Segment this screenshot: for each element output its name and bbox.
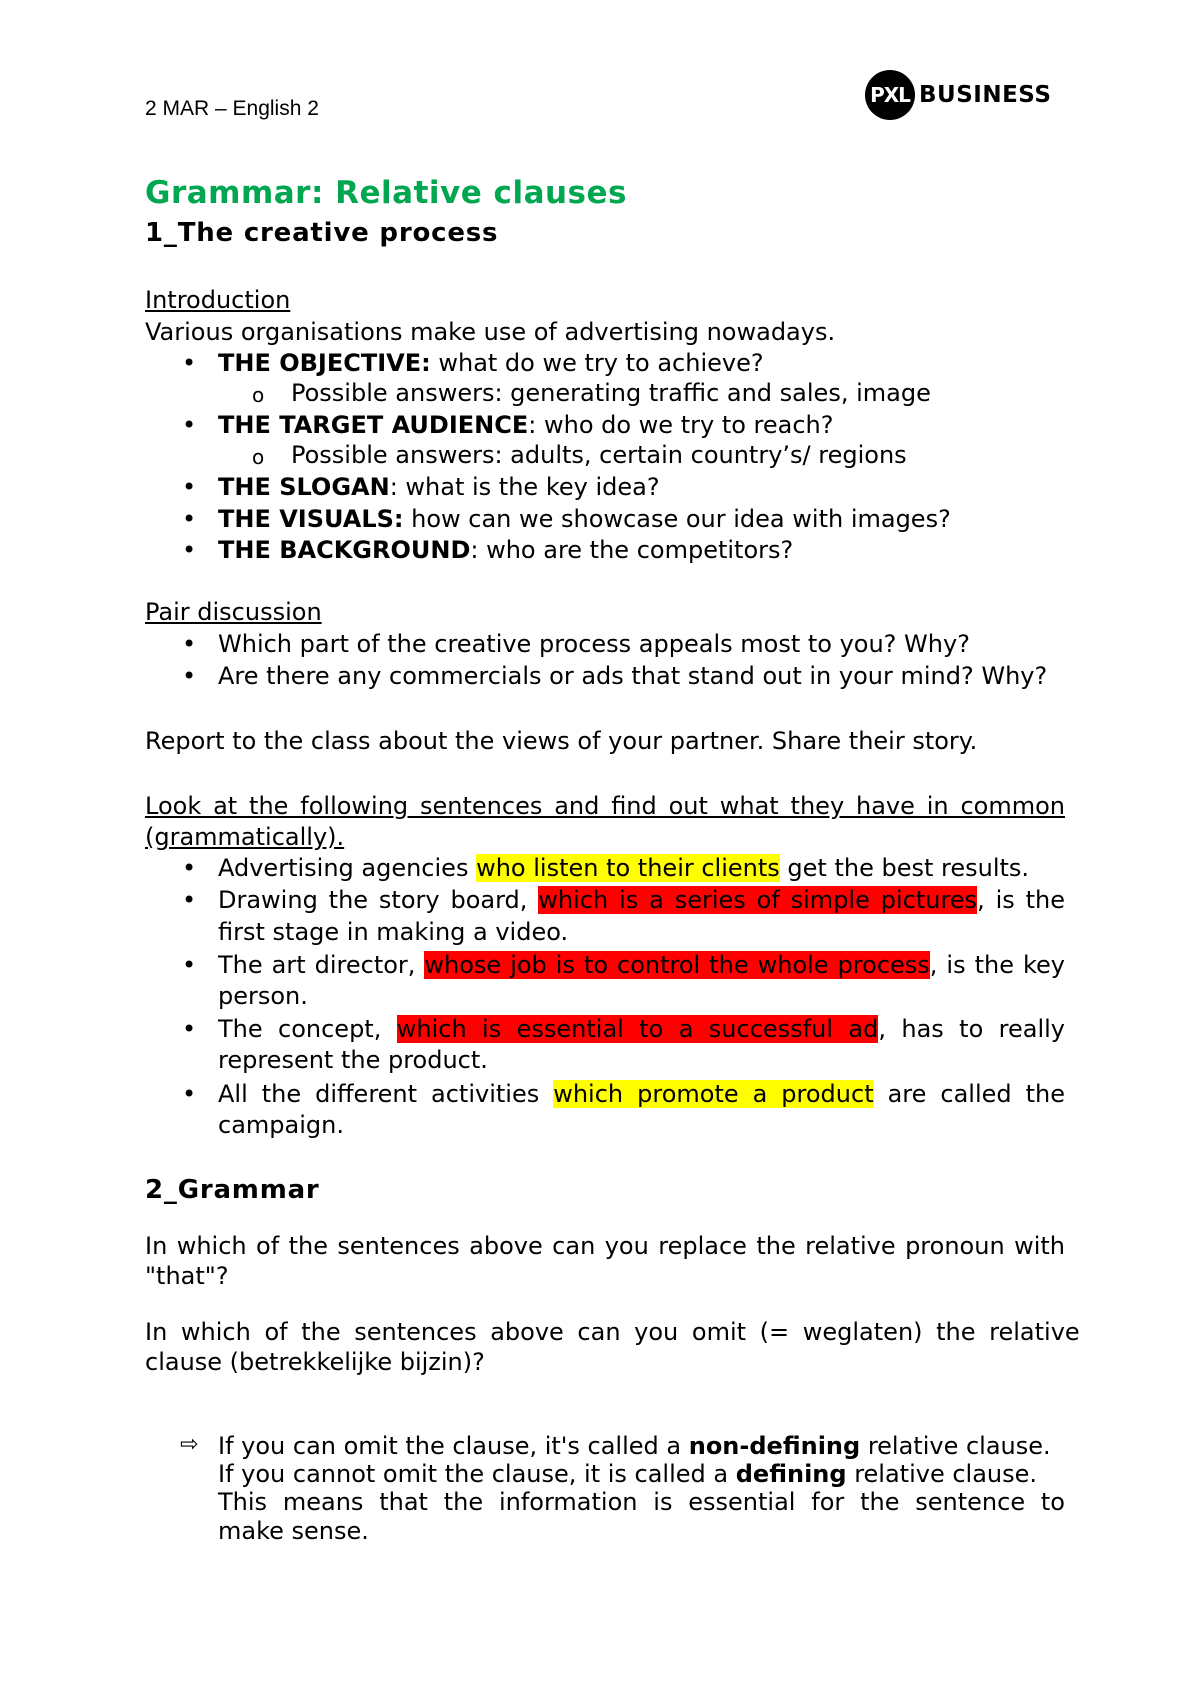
example-sentence: The art director, whose job is to control the whole process, is the key [218,951,1065,979]
bullet-icon: • [182,473,197,501]
hollow-circle-icon: o [252,383,265,407]
hollow-circle-icon: o [252,445,265,469]
right-arrow-icon: ⇨ [180,1432,199,1457]
example-sentence-cont: person. [218,982,308,1010]
example-sentence-cont: first stage in making a video. [218,918,569,946]
look-instruction: Look at the following sentences and find out what they have in common [145,792,1065,820]
list-item: THE VISUALS: how can we showcase our idea with images? [218,505,951,533]
rule-line: If you can omit the clause, it's called a non-defining relative clause. [218,1432,1051,1460]
logo-mark: PXL [865,70,915,120]
highlight-non-defining: whose job is to control the whole process [424,951,930,979]
list-item: Which part of the creative process appeals most to you? Why? [218,630,970,658]
pair-discussion-label: Pair discussion [145,598,322,626]
question-2-cont: clause (betrekkelijke bijzin)? [145,1348,485,1376]
highlight-defining: who listen to their clients [476,854,780,882]
bullet-icon: • [182,854,197,882]
question-1-cont: "that"? [145,1262,229,1290]
bullet-icon: • [182,349,197,377]
bullet-icon: • [182,505,197,533]
rule-line: If you cannot omit the clause, it is called a defining relative clause. [218,1460,1038,1488]
list-item: Are there any commercials or ads that stand out in your mind? Why? [218,662,1048,690]
rule-line: This means that the information is essential for the sentence to [218,1488,1065,1516]
bullet-icon: • [182,630,197,658]
look-instruction-cont: (grammatically). [145,823,345,851]
question-2: In which of the sentences above can you omit (= weglaten) the relative [145,1318,1080,1346]
list-item: THE SLOGAN: what is the key idea? [218,473,660,501]
bullet-icon: • [182,951,197,979]
example-sentence: All the different activities which promote a product are called the [218,1080,1066,1108]
example-sentence: Advertising agencies who listen to their clients get the best results. [218,854,1030,882]
page-title: Grammar: Relative clauses [145,175,627,211]
example-sentence-cont: represent the product. [218,1046,488,1074]
highlight-non-defining: which is essential to a successful ad [396,1015,879,1043]
question-1: In which of the sentences above can you replace the relative pronoun with [145,1232,1065,1260]
section2-heading: 2_Grammar [145,1175,320,1205]
list-item: THE BACKGROUND: who are the competitors? [218,536,794,564]
report-text: Report to the class about the views of your partner. Share their story. [145,727,978,755]
example-sentence-cont: campaign. [218,1111,344,1139]
pxl-business-logo [865,70,1051,120]
section1-heading: 1_The creative process [145,218,499,248]
sub-list-item: Possible answers: generating traffic and sales, image [291,379,931,407]
sub-list-item: Possible answers: adults, certain country’s/ regions [291,441,907,469]
highlight-defining: which promote a product [553,1080,874,1108]
bullet-icon: • [182,1080,197,1108]
list-item: THE OBJECTIVE: what do we try to achieve? [218,349,764,377]
example-sentence: Drawing the story board, which is a series of simple pictures, is the [218,886,1065,914]
logo-text: BUSINESS [919,82,1052,108]
bullet-icon: • [182,536,197,564]
course-label: 2 MAR – English 2 [145,97,319,120]
highlight-non-defining: which is a series of simple pictures [538,886,978,914]
intro-label: Introduction [145,286,291,314]
bullet-icon: • [182,411,197,439]
bullet-icon: • [182,1015,197,1043]
bullet-icon: • [182,886,197,914]
list-item: THE TARGET AUDIENCE: who do we try to reach? [218,411,834,439]
rule-line: make sense. [218,1517,369,1545]
example-sentence: The concept, which is essential to a successful ad, has to really [218,1015,1066,1043]
intro-text: Various organisations make use of advertising nowadays. [145,318,836,346]
bullet-icon: • [182,662,197,690]
